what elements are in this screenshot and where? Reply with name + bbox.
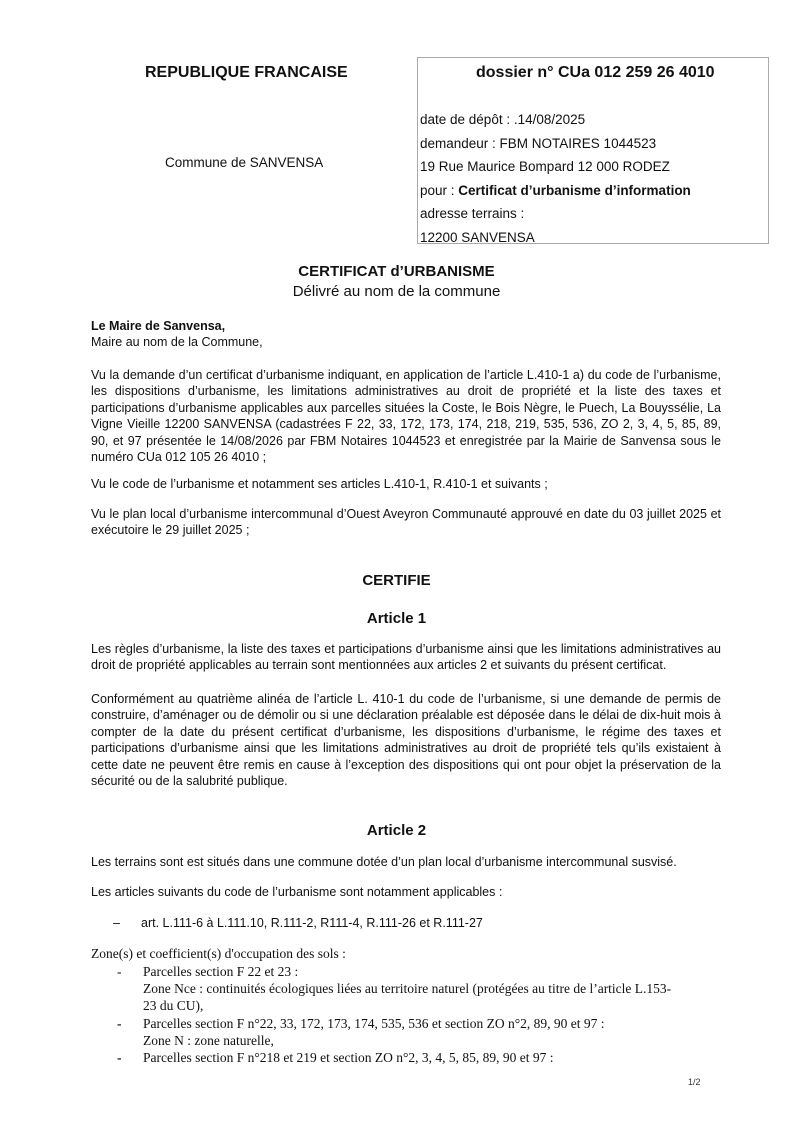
certificate-title: CERTIFICAT d’URBANISME <box>298 263 495 280</box>
purpose-prefix: pour : <box>420 182 459 198</box>
zone-dash: - <box>117 1050 122 1065</box>
certifie-heading: CERTIFIE <box>362 572 431 589</box>
mayor-name: Le Maire de Sanvensa, <box>91 319 226 333</box>
page-number: 1/2 <box>688 1077 701 1087</box>
zone-parcels: Parcelles section F n°22, 33, 172, 173, 174, 535, 536 et section ZO n°2, 89, 90 et 97 : <box>143 1016 605 1031</box>
zone-description: Zone Nce : continuités écologiques liées au territoire naturel (protégées au titre de l’article L.153- <box>143 981 672 996</box>
zone-parcels: Parcelles section F 22 et 23 : <box>143 964 299 979</box>
article2-paragraph1: Les terrains sont est situés dans une commune dotée d’un plan local d’urbanisme intercommunal susvisé. <box>91 855 677 869</box>
purpose-line <box>420 179 691 203</box>
applicant: demandeur : FBM NOTAIRES 1044523 <box>420 135 657 151</box>
dossier-number: dossier n° CUa 012 259 26 4010 <box>476 64 715 81</box>
land-address-label: adresse terrains : <box>420 206 525 221</box>
purpose: Certificat d’urbanisme d’information <box>458 182 691 198</box>
zones-title: Zone(s) et coefficient(s) d'occupation des sols : <box>91 946 346 961</box>
consideration-request: Vu la demande d’un certificat d’urbanisme indiquant, en application de l’article L.410-1 a) du code de l’urbanisme, les dispositions d’urbanisme, les limitations administratives au droit de propriété et la liste des taxes et participations d’urbanisme applicables aux parcelles situées la Coste, le Bois Nègre, le Puech, La Bouyssélie, La Vigne Vieille 12200 SANVENSA (cadastrées F 22, 33, 172, 173, 174, 218, 219, 535, 536, ZO 2, 3, 4, 5, 85, 89, 90, et 97 présentée le 14/08/2026 par FBM Notaires 1044523 et enregistrée par la Mairie de Sanvensa sous le numéro CUa 012 105 26 4010 ; <box>91 368 721 465</box>
zone-description: 23 du CU), <box>143 998 204 1013</box>
article1-paragraph1: Les règles d’urbanisme, la liste des taxes et participations d’urbanisme ainsi que les limitations administratives au droit de propriété applicables au terrain sont mentionnées aux articles 2 et suivants du présent certificat. <box>91 642 721 673</box>
bullet-dash: – <box>113 916 120 930</box>
article1-paragraph2: Conformément au quatrième alinéa de l’article L. 410-1 du code de l’urbanisme, si une demande de permis de construire, d’aménager ou de démolir ou si une déclaration préalable est déposée dans le délai de dix-huit mois à compter de la date du présent certificat d’urbanisme, les dispositions d’urbanisme, le régime des taxes et participations d’urbanisme ainsi que les limitations administratives au droit de propriété tels qu’ils existaient à cette date ne peuvent être remis en cause à l’exception des dispositions qui ont pour objet la préservation de la sécurité ou de la salubrité publique. <box>91 692 721 789</box>
dossier-details <box>420 108 691 249</box>
article2-heading: Article 2 <box>366 822 427 839</box>
applicant-address: 19 Rue Maurice Bompard 12 000 RODEZ <box>420 159 670 174</box>
consideration-plan: Vu le plan local d’urbanisme intercommunal d’Ouest Aveyron Communauté approuvé en date du 03 juillet 2025 et exécutoire le 29 juillet 2025 ; <box>91 507 721 538</box>
article1-heading: Article 1 <box>366 610 427 627</box>
article2-paragraph2: Les articles suivants du code de l’urbanisme sont notamment applicables : <box>91 885 503 899</box>
republic-heading: REPUBLIQUE FRANCAISE <box>145 64 348 81</box>
land-address: 12200 SANVENSA <box>420 229 535 245</box>
commune-name: Commune de SANVENSA <box>165 155 324 170</box>
zone-dash: - <box>117 1016 122 1031</box>
bullet-articles: art. L.111-6 à L.111.10, R.111-2, R111-4, R.111-26 et R.111-27 <box>141 916 483 930</box>
deposit-date: date de dépôt : .14/08/2025 <box>420 112 586 127</box>
zone-dash: - <box>117 964 122 979</box>
consideration-code: Vu le code de l’urbanisme et notamment ses articles L.410-1, R.410-1 et suivants ; <box>91 477 548 491</box>
mayor-role: Maire au nom de la Commune, <box>91 335 263 349</box>
zone-parcels: Parcelles section F n°218 et 219 et section ZO n°2, 3, 4, 5, 85, 89, 90 et 97 : <box>143 1050 554 1065</box>
certificate-subtitle: Délivré au nom de la commune <box>292 283 501 300</box>
zone-description: Zone N : zone naturelle, <box>143 1033 274 1048</box>
